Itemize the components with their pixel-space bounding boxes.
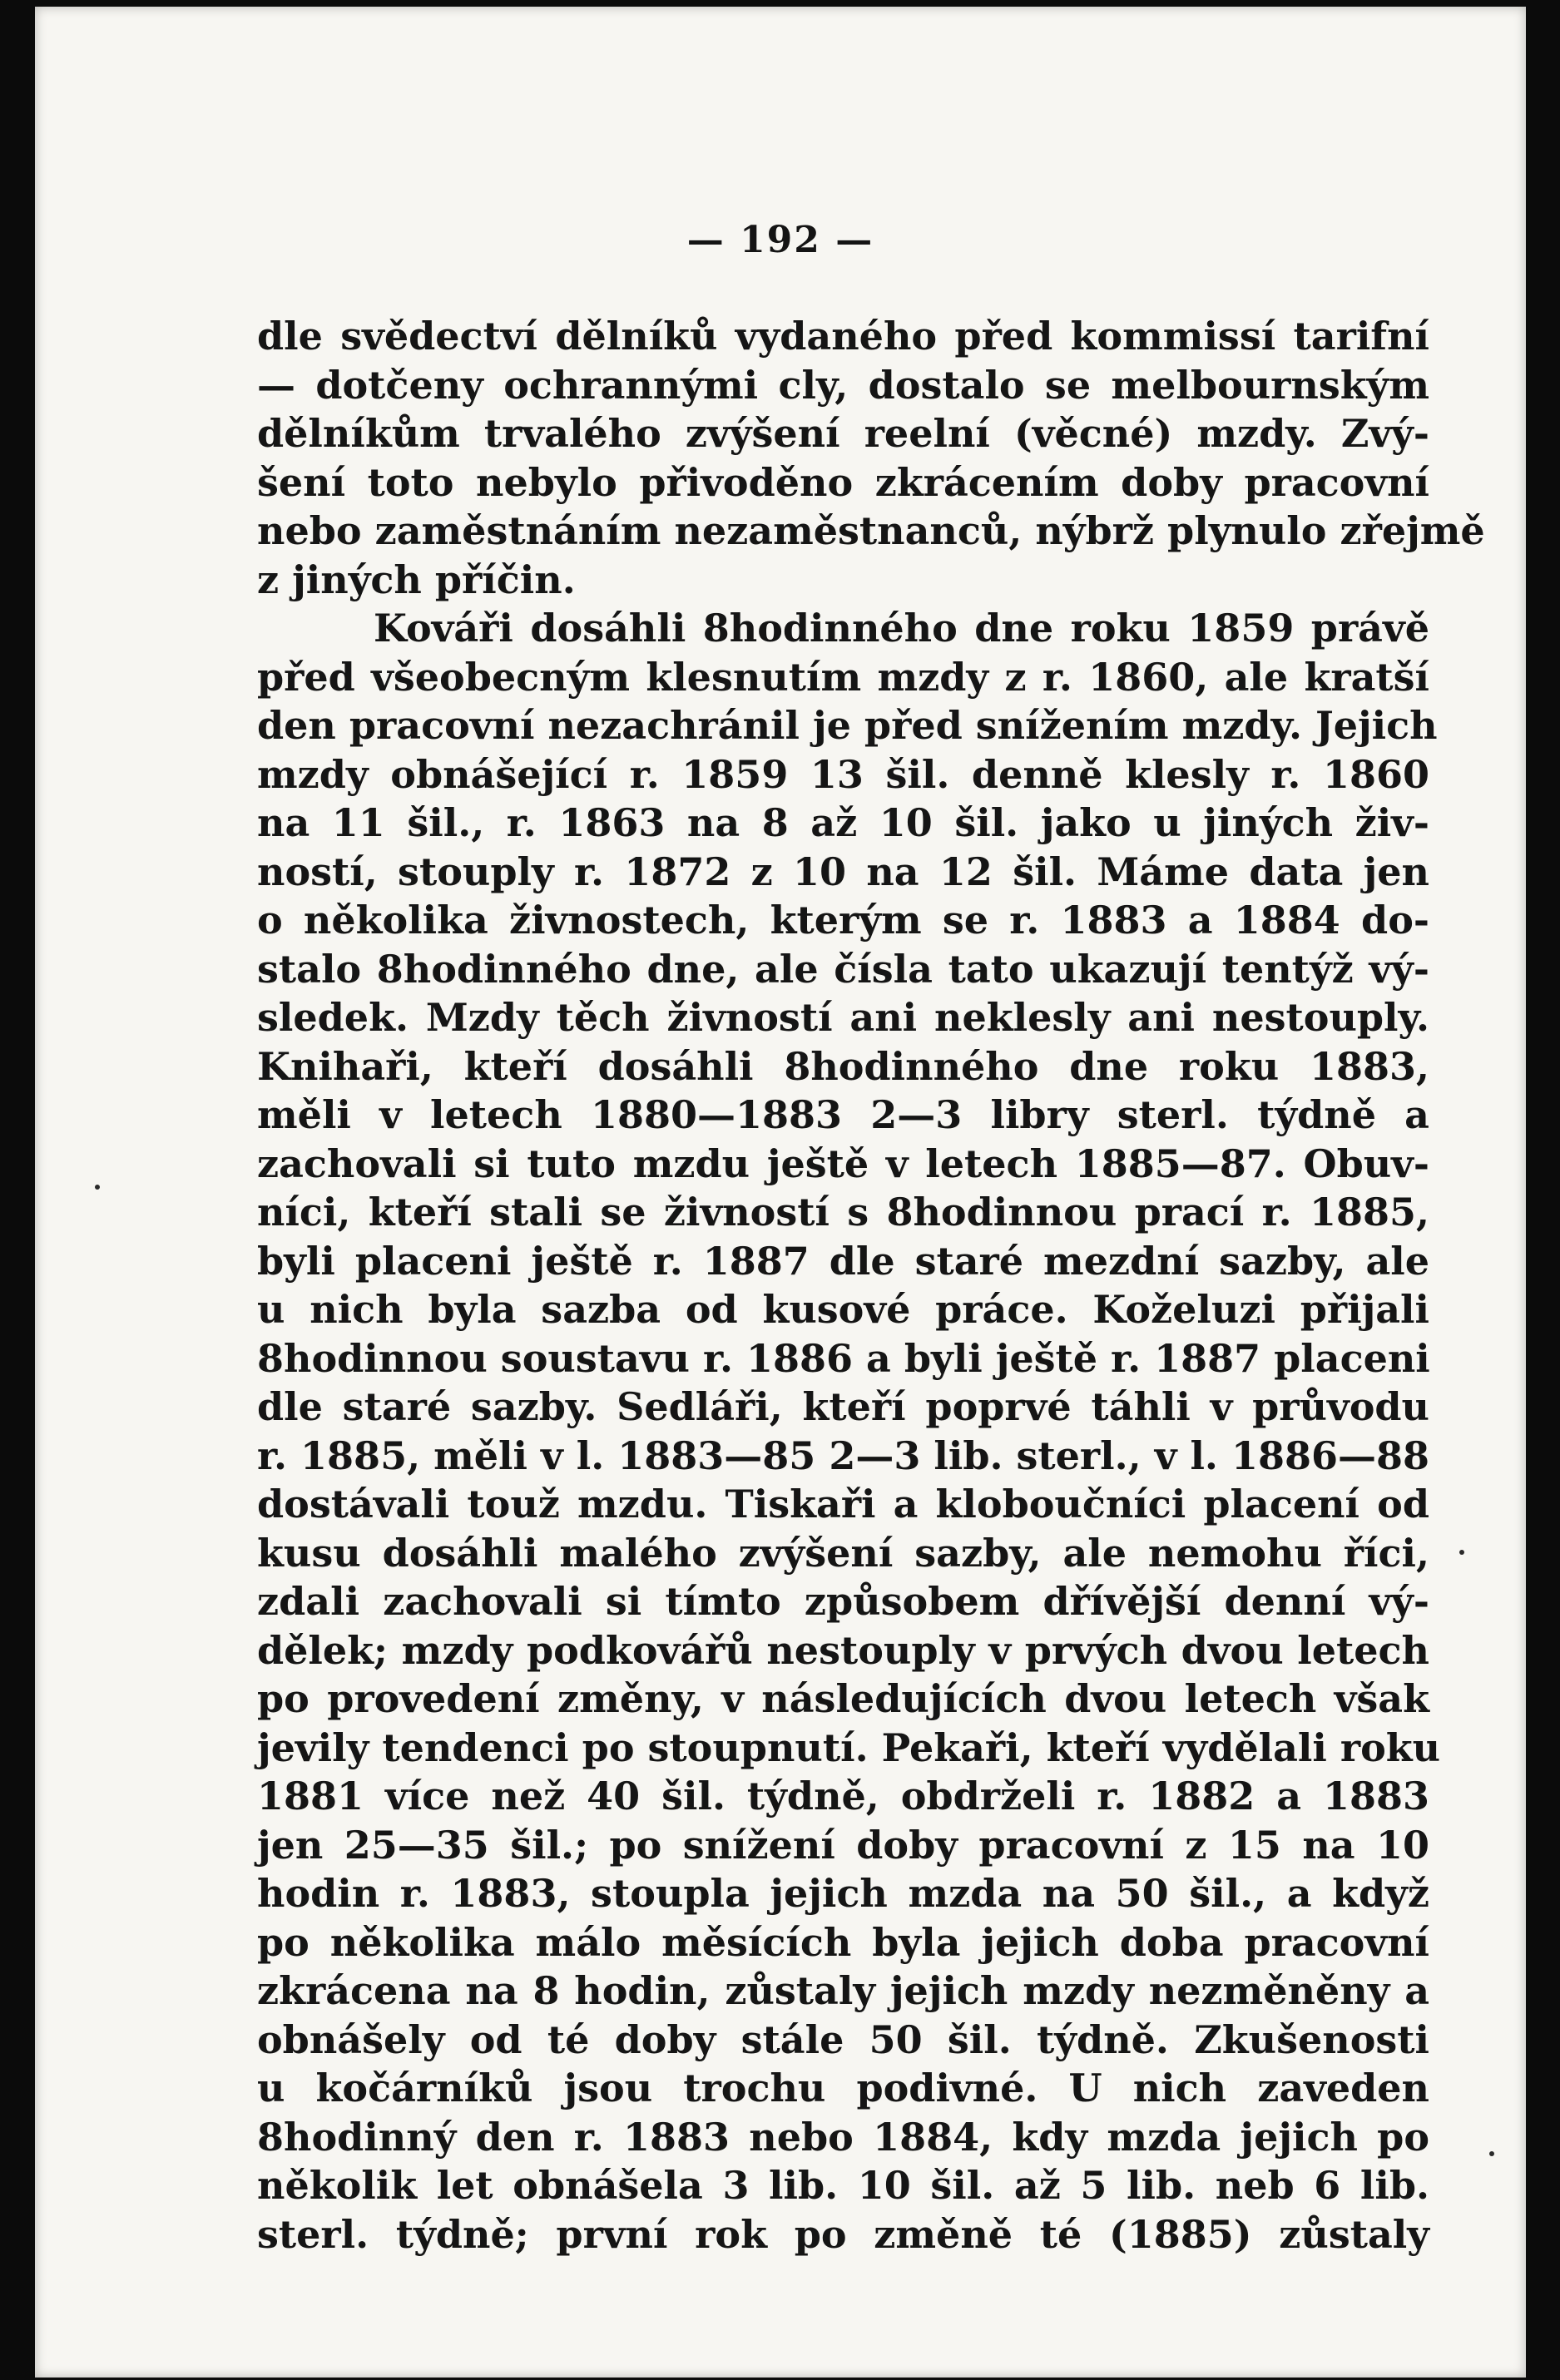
text-line: níci, kteří stali se živností s 8hodinnou prací r. 1885,: [257, 1190, 1429, 1235]
text-line: dělek; mzdy podkovářů nestouply v prvých dvou letech: [257, 1627, 1429, 1673]
text-line: o několika živnostech, kterým se r. 1883 a 1884 do-: [257, 898, 1429, 943]
text-line: sledek. Mzdy těch živností ani neklesly ani nestouply.: [257, 995, 1429, 1040]
text-line: z jiných příčin.: [257, 557, 576, 602]
text-line: dostávali touž mzdu. Tiskaři a kloboučníci placení od: [257, 1482, 1429, 1526]
scan-speck: [1489, 2151, 1494, 2156]
text-line: den pracovní nezachránil je před snížením mzdy. Jejich: [257, 703, 1438, 748]
text-line: po několika málo měsících byla jejich doba pracovní: [257, 1919, 1429, 1965]
text-line: obnášely od té doby stále 50 šil. týdně. Zkušenosti: [257, 2016, 1429, 2062]
text-line: mzdy obnášející r. 1859 13 šil. denně klesly r. 1860: [257, 751, 1429, 797]
text-line: — dotčeny ochrannými cly, dostalo se melbournským: [257, 362, 1429, 408]
text-line: před všeobecným klesnutím mzdy z r. 1860, ale kratší: [257, 654, 1429, 700]
body-text: [257, 312, 1485, 2259]
scan-speck: [95, 1185, 100, 1190]
text-line: 8hodinnou soustavu r. 1886 a byli ještě r. 1887 placeni: [257, 1335, 1430, 1381]
text-line: dle svědectví dělníků vydaného před kommissí tarifní: [257, 314, 1429, 359]
text-line: jevily tendenci po stoupnutí. Pekaři, kteří vydělali roku: [257, 1724, 1441, 1770]
text-line: jen 25—35 šil.; po snížení doby pracovní z 15 na 10: [257, 1822, 1429, 1868]
text-line: 8hodinný den r. 1883 nebo 1884, kdy mzda jejich po: [257, 2114, 1429, 2160]
text-line: dělníkům trvalého zvýšení reelní (věcné) mzdy. Zvý-: [257, 411, 1429, 456]
text-line: r. 1885, měli v l. 1883—85 2—3 lib. sterl., v l. 1886—88: [257, 1432, 1429, 1478]
text-line: byli placeni ještě r. 1887 dle staré mezdní sazby, ale: [257, 1238, 1429, 1284]
scan-speck: [1459, 1550, 1464, 1555]
text-line: nebo zaměstnáním nezaměstnanců, nýbrž plynulo zřejmě: [257, 508, 1485, 553]
text-line: zdali zachovali si tímto způsobem dřívější denní vý-: [257, 1579, 1429, 1624]
page-number: — 192 —: [686, 219, 874, 261]
text-line: 1881 více než 40 šil. týdně, obdrželi r. 1882 a 1883: [257, 1774, 1429, 1818]
book-page: [35, 7, 1526, 2378]
text-line: ností, stouply r. 1872 z 10 na 12 šil. Máme data jen: [257, 849, 1429, 894]
text-line: u nich byla sazba od kusové práce. Koželuzi přijali: [257, 1287, 1429, 1332]
text-line: po provedení změny, v následujících dvou letech však: [257, 1676, 1429, 1721]
text-line: kusu dosáhli malého zvýšení sazby, ale nemohu říci,: [257, 1530, 1429, 1576]
text-line: sterl. týdně; první rok po změně té (1885) zůstaly: [257, 2211, 1429, 2257]
text-line: stalo 8hodinného dne, ale čísla tato ukazují tentýž vý-: [257, 946, 1429, 992]
text-line: hodin r. 1883, stoupla jejich mzda na 50 šil., a když: [257, 1871, 1429, 1916]
text-line: u kočárníků jsou trochu podivné. U nich zaveden: [257, 2066, 1429, 2110]
text-line: měli v letech 1880—1883 2—3 libry sterl. týdně a: [257, 1092, 1429, 1137]
text-line: Knihaři, kteří dosáhli 8hodinného dne roku 1883,: [257, 1043, 1429, 1089]
text-line: několik let obnášela 3 lib. 10 šil. až 5 lib. neb 6 lib.: [257, 2163, 1429, 2208]
text-line: na 11 šil., r. 1863 na 8 až 10 šil. jako u jiných živ-: [257, 800, 1429, 845]
text-line: šení toto nebylo přivoděno zkrácením doby pracovní: [257, 459, 1429, 505]
text-line: zachovali si tuto mzdu ještě v letech 1885—87. Obuv-: [257, 1141, 1429, 1186]
text-line: Kováři dosáhli 8hodinného dne roku 1859 právě: [374, 606, 1429, 651]
text-line: dle staré sazby. Sedláři, kteří poprvé táhli v průvodu: [257, 1384, 1429, 1429]
text-line: zkrácena na 8 hodin, zůstaly jejich mzdy nezměněny a: [257, 1968, 1429, 2013]
